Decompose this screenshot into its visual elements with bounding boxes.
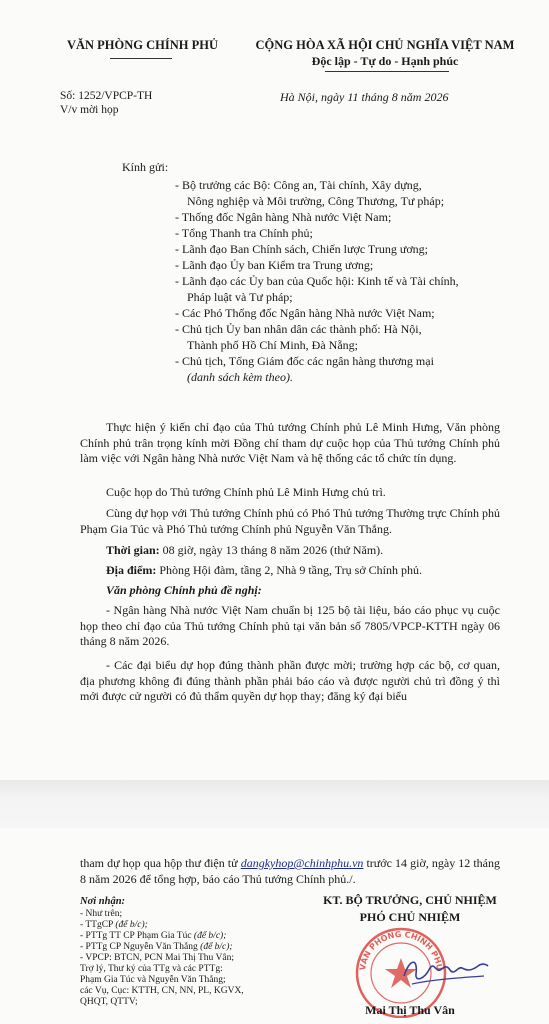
body-paragraph: - Ngân hàng Nhà nước Việt Nam chuẩn bị 125 bộ tài liệu, báo cáo phục vụ cuộc họp theo chỉ đạo của Thủ tướng Chính phủ tại văn bản số 7805/VPCP-KTTH ngày 06 tháng 8 năm 2026. xyxy=(80,603,500,648)
cc-item: Trợ lý, Thư ký của TTg và các PTTg: xyxy=(80,964,223,974)
handwritten-signature xyxy=(400,950,490,990)
place-label: Địa điểm: xyxy=(106,563,157,577)
body-paragraph: Cuộc họp do Thủ tướng Chính phủ Lê Minh Hưng chủ trì. xyxy=(106,485,386,499)
recipient-line: - Lãnh đạo các Ủy ban của Quốc hội: Kinh tế và Tài chính, xyxy=(175,274,459,288)
agency-underline xyxy=(110,58,172,59)
recipient-line: Nông nghiệp và Môi trường, Công Thương, Tư pháp; xyxy=(187,194,445,208)
meeting-place xyxy=(80,563,500,579)
agency-name: VĂN PHÒNG CHÍNH PHỦ xyxy=(66,38,219,52)
recipient-line: - Chủ tịch, Tổng Giám đốc các ngân hàng thương mại xyxy=(175,354,434,368)
recipient-line: (danh sách kèm theo). xyxy=(187,370,293,384)
signer-name: Mai Thị Thu Vân xyxy=(365,1003,455,1017)
svg-text:VĂN PHÒNG CHÍNH PHỦ: VĂN PHÒNG CHÍNH PHỦ xyxy=(358,929,444,971)
registration-paragraph xyxy=(80,855,500,887)
registration-email-link[interactable]: dangkyhop@chinhphu.vn xyxy=(240,856,364,870)
signer-authority: KT. BỘ TRƯỞNG, CHỦ NHIỆM xyxy=(323,893,497,907)
recipient-line: - Lãnh đạo Ban Chính sách, Chiến lược Trung ương; xyxy=(175,242,429,256)
recipient-line: - Lãnh đạo Ủy ban Kiểm tra Trung ương; xyxy=(175,258,374,272)
cc-item: Phạm Gia Túc và Nguyễn Văn Thắng; xyxy=(80,975,226,985)
request-label: Văn phòng Chính phủ đề nghị: xyxy=(106,583,262,597)
recipient-line: Pháp luật và Tư pháp; xyxy=(187,290,293,304)
body-paragraph: Thực hiện ý kiến chỉ đạo của Thủ tướng Chính phủ Lê Minh Hưng, Văn phòng Chính phủ trân trọng kính mời Đồng chí tham dự cuộc họp của Thủ tướng Chính phủ làm việc với Ngân hàng Nhà nước Việt Nam và hệ thống các tổ chức tín dụng. xyxy=(80,420,500,465)
national-motto: Độc lập - Tự do - Hạnh phúc xyxy=(311,54,459,68)
body-paragraph: - Các đại biểu dự họp đúng thành phần được mời; trường hợp các bộ, cơ quan, địa phương không đi đúng thành phần phải báo cáo và được người chủ trì đồng ý thì mới được cử người có đủ thẩm quyền dự họp thay; đăng ký đại biểu xyxy=(80,658,500,703)
nation-name: CỘNG HÒA XÃ HỘI CHỦ NGHĨA VIỆT NAM xyxy=(255,38,515,52)
registration-text-end: trước 14 giờ, ngày 12 tháng 8 năm 2026 để tổng hợp, báo cáo Thủ tướng Chính phủ./. xyxy=(80,856,500,886)
signer-title: PHÓ CHỦ NHIỆM xyxy=(359,910,461,924)
cc-item: QHQT, QTTV; xyxy=(80,997,138,1007)
cc-item: - VPCP: BTCN, PCN Mai Thị Thu Vân; xyxy=(80,953,234,963)
cc-item: - PTTg TT CP Phạm Gia Túc (để b/c); xyxy=(80,931,227,941)
recipient-line: - Chủ tịch Ủy ban nhân dân các thành phố: Hà Nội, xyxy=(175,322,422,336)
body-paragraph: Cùng dự họp với Thủ tướng Chính phủ có Phó Thủ tướng Thường trực Chính phủ Phạm Gia Túc và Phó Thủ tướng Chính phủ Nguyễn Văn Thắng. xyxy=(80,506,500,536)
motto-underline xyxy=(325,71,449,72)
recipient-line: Thành phố Hồ Chí Minh, Đà Nẵng; xyxy=(187,338,358,352)
page-break xyxy=(0,780,549,828)
time-label: Thời gian: xyxy=(106,543,160,557)
greeting: Kính gửi: xyxy=(122,160,169,174)
document-date: Hà Nội, ngày 11 tháng 8 năm 2026 xyxy=(280,90,449,104)
recipient-line: - Bộ trưởng các Bộ: Công an, Tài chính, Xây dựng, xyxy=(175,178,422,192)
cc-item: - TTgCP (để b/c); xyxy=(80,920,148,930)
recipient-line: - Thống đốc Ngân hàng Nhà nước Việt Nam; xyxy=(175,210,392,224)
recipient-line: - Tổng Thanh tra Chính phủ; xyxy=(175,226,313,240)
cc-item: - PTTg CP Nguyễn Văn Thắng (để b/c); xyxy=(80,942,233,952)
cc-item: - Như trên; xyxy=(80,909,123,919)
document-number: Số: 1252/VPCP-TH xyxy=(60,90,153,102)
meeting-time xyxy=(80,543,500,559)
recipients-title: Nơi nhận: xyxy=(80,896,126,907)
registration-text: tham dự họp qua hộp thư điện tử xyxy=(80,856,241,870)
recipient-line: - Các Phó Thống đốc Ngân hàng Nhà nước Việt Nam; xyxy=(175,306,435,320)
document-subject: V/v mời họp xyxy=(60,104,119,116)
time-value: 08 giờ, ngày 13 tháng 8 năm 2026 (thứ Năm). xyxy=(159,543,384,557)
request-heading xyxy=(80,583,500,599)
cc-item: các Vụ, Cục: KTTH, CN, NN, PL, KGVX, xyxy=(80,986,244,996)
place-value: Phòng Hội đàm, tầng 2, Nhà 9 tầng, Trụ sở Chính phủ. xyxy=(156,563,423,577)
